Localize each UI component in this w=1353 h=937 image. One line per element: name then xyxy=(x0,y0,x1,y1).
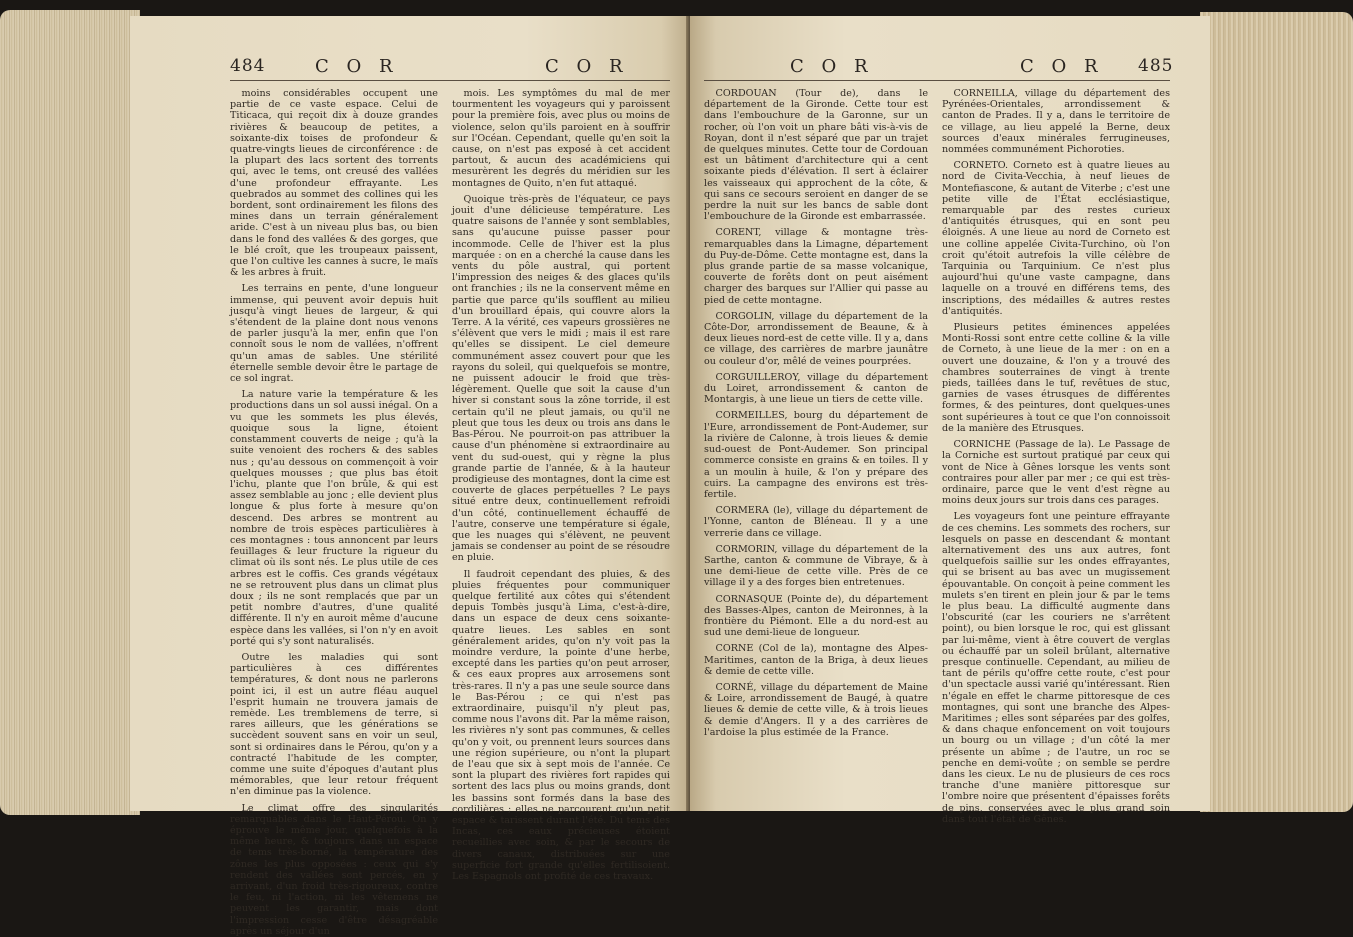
left-page-column-1 xyxy=(230,88,438,937)
left-page-column-2 xyxy=(452,88,670,883)
running-head-left-1: C O R xyxy=(315,56,399,77)
right-page xyxy=(690,16,1210,825)
running-head-right-2: C O R xyxy=(1020,56,1104,77)
paragraph: Les terrains en pente, d'une longueur immense, qui peuvent avoir depuis huit jusqu'à vingt lieues de largeur, & qui s'étendent de la plaine dont nous venons de parler jusqu'à la mer, enfin que l'on connoît sous le nom de vallées, n'offrent qu'un amas de sables. Une stérilité éternelle semble devoir être le partage de ce sol ingrat. xyxy=(230,283,438,385)
left-page xyxy=(130,16,695,937)
entry: CORNASQUE (Pointe de), du département des Basses-Alpes, canton de Meironnes, à la frontière du Piémont. Elle a du nord-est au sud une demi-lieue de longueur. xyxy=(704,593,928,639)
entry: CORNEILLA, village du département des Pyrénées-Orientales, arrondissement & canton de Prades. Il y a, dans le territoire de ce village, au lieu appelé la Berne, deux sources d'eaux minérales ferrugineuses, nommées communément Pichoroties. xyxy=(942,88,1170,156)
left-page-edges xyxy=(0,10,140,815)
right-page-column-1 xyxy=(704,88,928,788)
paragraph: Quoique très-près de l'équateur, ce pays jouit d'une délicieuse température. Les quatre saisons de l'année y sont semblables, sans qu'aucune puisse passer pour incommode. Celle de l'hiver est la plus marquée : on en a cherché la cause dans les vents du pôle austral, qui portent l'impression des neiges & des glaces qu'ils ont franchies ; ils ne la conservent même en partie que parce qu'ils soufflent au milieu d'un brouillard épais, qui couvre alors la Terre. A la vérité, ces vapeurs grossières ne s'élèvent que vers le midi ; mais il est rare qu'elles se dissipent. Le ciel demeure communément assez couvert pour que les rayons du soleil, qui quelquefois se montre, ne puissent adoucir le froid que très-légèrement. Quelle que soit la cause d'un hiver si constant sous la zône torride, il est certain qu'il ne pleut jamais, ou qu'il ne pleut que tous les deux ou trois ans dans le Bas-Pérou. Ne pourroit-on pas attribuer la cause d'un phénomène si extraordinaire au vent du sud-ouest, qui y règne la plus grande partie de l'année, & à la hauteur prodigieuse des montagnes, dont la cime est couverte de glaces perpétuelles ? Le pays situé entre deux, continuellement refroidi d'un côté, continuellement échauffé de l'autre, conserve une température si égale, que les nuages qui s'élèvent, ne peuvent jamais se condenser au point de se résoudre en pluie. xyxy=(452,193,670,564)
entry: CORGUILLEROY, village du département du Loiret, arrondissement & canton de Montargis, à une lieue un tiers de cette ville. xyxy=(704,371,928,406)
paragraph: Les voyageurs font une peinture effrayante de ces chemins. Les sommets des rochers, sur lesquels on passe en descendant & montant alternativement des uns aux autres, font quelquefois saillie sur les ondes effrayantes, qui se brisent au bas avec un mugissement épouvantable. On conçoit à peine comment les mulets s'en tirent en plein jour & par le tems le plus beau. La difficulté augmente dans l'obscurité (car les couriers ne s'arrêtent point), ou bien lorsque le roc, qui est glissant par lui-même, vient à être couvert de verglas ou échauffé par un soleil brûlant, alternative presque continuelle. Cependant, au milieu de tant de périls qu'offre cette route, c'est pour d'un spectacle aussi varié qu'intéressant. Rien n'égale en effet le charme pittoresque de ces montagnes, qui sont une branche des Alpes-Maritimes ; elles sont séparées par des golfes, & dans chaque enfoncement on voit toujours un bourg ou un village ; d'un côté la mer présente un abîme ; de l'autre, un roc se penche en demi-voûte ; on semble se perdre dans les cieux. Le nu de plusieurs de ces rocs tranche d'une manière pittoresque sur l'ombre noire que présentent d'épaisses forêts de pins, conservées avec le plus grand soin dans tout l'état de Gênes. xyxy=(942,511,1170,825)
running-head-left-2: C O R xyxy=(545,56,629,77)
paragraph: moins considérables occupent une partie de ce vaste espace. Celui de Titicaca, qui reçoit dix à douze grandes rivières & beaucoup de petites, a soixante-dix toises de profondeur & quatre-vingts lieues de circonférence : de la plupart des lacs sortent des torrents qui, avec le tems, ont creusé des vallées d'une profondeur effrayante. Les quebrados au sommet des collines qui les bordent, sont ordinairement les filons des mines dans un terrain généralement aride. C'est à un niveau plus bas, ou bien dans le fond des vallées & des gorges, que le blé croît, que les troupeaux paissent, que l'on cultive les cannes à sucre, le maïs & les arbres à fruit. xyxy=(230,88,438,279)
entry: CORNE (Col de la), montagne des Alpes-Maritimes, canton de la Briga, à deux lieues & demie de cette ville. xyxy=(704,643,928,677)
entry: CORNETO. Corneto est à quatre lieues au nord de Civita-Vecchia, à neuf lieues de Montefiascone, & autant de Viterbe ; c'est une petite ville de l'État ecclésiastique, remarquable par des restes curieux d'antiquités étrusques, qui en sont peu éloignés. A une lieue au nord de Corneto est une colline appelée Civita-Turchino, où l'on croit qu'étoit autrefois la ville célèbre de Tarquinia ou Tarquinium. Ce n'est plus aujourd'hui qu'une vaste campagne, dans laquelle on a trouvé en différens tems, des inscriptions, des médailles & autres restes d'antiquités. xyxy=(942,160,1170,317)
entry: CORMORIN, village du département de la Sarthe, canton & commune de Vibraye, & à une demi-lieue de cette ville. Près de ce village il y a des forges bien entretenues. xyxy=(704,543,928,589)
header-rule-left xyxy=(230,80,670,81)
paragraph: Il faudroit cependant des pluies, & des pluies fréquentes pour communiquer quelque fertilité aux côtes qui s'étendent depuis Tombès jusqu'à Lima, c'est-à-dire, dans un espace de deux cens soixante-quatre lieues. Les sables en sont généralement arides, qu'on n'y voit pas la moindre verdure, la pointe d'une herbe, excepté dans les parties qu'on peut arroser, & ces eaux propres aux arrosemens sont très-rares. Il n'y a pas une seule source dans le Bas-Pérou ; ce qui n'est pas extraordinaire, puisqu'il n'y pleut pas, comme nous l'avons dit. Par la même raison, les rivières n'y sont pas communes, & celles qu'on y voit, ou prennent leurs sources dans une région supérieure, ou n'ont la plupart de l'eau que six à sept mois de l'année. Ce sont la plupart des rivières fort rapides qui sortent des lacs plus ou moins grands, dont les bassins sont formés dans la base des cordilières ; elles ne parcourent qu'un petit espace & tarissent durant l'été. Du tems des Incas, ces eaux précieuses étoient recueillies avec soin, & par le secours de divers canaux, distribuées sur une superficie fort grande qu'elles fertilisoient. Les Espagnols ont profité de ces travaux. xyxy=(452,568,670,883)
right-page-column-2 xyxy=(942,88,1170,825)
page-number-right: 485 xyxy=(1138,56,1174,76)
page-number-left: 484 xyxy=(230,56,266,76)
entry: CORMERA (le), village du département de l'Yonne, canton de Bléneau. Il y a une verrerie dans ce village. xyxy=(704,505,928,539)
running-head-right-1: C O R xyxy=(790,56,874,77)
paragraph: Plusieurs petites éminences appelées Monti-Rossi sont entre cette colline & la ville de Corneto, à une lieue de la mer : on en a ouvert une douzaine, & l'on y a trouvé des chambres souterraines de vingt à trente pieds, taillées dans le tuf, revêtues de stuc, garnies de vases étrusques de différentes formes, & des peintures, dont quelques-unes sont supérieures à tout ce que l'on connoissoit de la manière des Etrusques. xyxy=(942,322,1170,434)
entry: CORENT, village & montagne très-remarquables dans la Limagne, département du Puy-de-Dôme. Cette montagne est, dans la plus grande partie de sa masse volcanique, couverte de forêts dont on peut aisément charger des barques sur l'Allier qui passe au pied de cette montagne. xyxy=(704,227,928,306)
entry: CORNÉ, village du département de Maine & Loire, arrondissement de Baugé, à quatre lieues & demie de cette ville, & à trois lieues & demie d'Angers. Il y a des carrières de l'ardoise la plus estimée de la France. xyxy=(704,681,928,738)
entry: CORNICHE (Passage de la). Le Passage de la Corniche est surtout pratiqué par ceux qui vont de Nice à Gênes lorsque les vents sont contraires pour aller par mer ; ce qui est très-ordinaire, parce que le vent d'est règne au moins deux jours sur trois dans ces parages. xyxy=(942,439,1170,507)
paragraph: Outre les maladies qui sont particulières à ces différentes températures, & dont nous ne parlerons point ici, il est un autre fléau auquel l'esprit humain ne trouvera jamais de remède. Les tremblemens de terre, si rares ailleurs, que les générations se succèdent souvent sans en voir un seul, sont si ordinaires dans le Pérou, qu'on y a contracté l'habitude de les compter, comme une suite d'époques d'autant plus mémorables, que leur retour fréquent n'en diminue pas la violence. xyxy=(230,651,438,798)
right-page-edges xyxy=(1200,12,1353,812)
entry: CORMEILLES, bourg du département de l'Eure, arrondissement de Pont-Audemer, sur la rivière de Calonne, à trois lieues & demie sud-ouest de Pont-Audemer. Son principal commerce consiste en grains & en toiles. Il y a un moulin à huile, & l'on y prépare des cuirs. La campagne des environs est très-fertile. xyxy=(704,410,928,500)
paragraph: La nature varie la température & les productions dans un sol aussi inégal. On a vu que les sommets les plus élevés, quoique sous la ligne, étoient constamment couverts de neige ; qu'à la suite venoient des rochers & des sables nus ; qu'au dessous on commençoit à voir quelques mousses ; que plus bas étoit l'ichu, plante que l'on brûle, & qui est assez semblable au jonc ; elle devient plus longue & plus forte à mesure qu'on descend. Des arbres se montrent au nombre de trois espèces particulières à ces montagnes : tous annoncent par leurs feuillages & leur fructure la rigueur du climat où ils sont nés. Le plus utile de ces arbres est le coffis. Ces grands végétaux ne se retrouvent plus dans un climat plus doux ; ils ne sont remplacés que par un petit nombre d'autres, d'une qualité différente. Il n'y en auroit même d'aucune espèce dans les vallées, si l'on n'y en avoit porté qui s'y sont naturalisés. xyxy=(230,389,438,647)
paragraph: mois. Les symptômes du mal de mer tourmentent les voyageurs qui y paroissent pour la première fois, avec plus ou moins de violence, selon qu'ils paroient en à souffrir sur l'Océan. Cependant, quelle qu'en soit la cause, on n'est pas exposé à cet accident partout, & aucun des académiciens qui mesurèrent les degrés du méridien sur les montagnes de Quito, n'en fut attaqué. xyxy=(452,88,670,189)
header-rule-right xyxy=(704,80,1170,81)
entry: CORDOUAN (Tour de), dans le département de la Gironde. Cette tour est dans l'embouchure de la Garonne, sur un rocher, où l'on voit un phare bâti vis-à-vis de Royan, dont il n'est séparé que par un trajet de quelques minutes. Cette tour de Cordouan est un bâtiment d'architecture qui a cent soixante pieds d'élévation. Il sert à éclairer les vaisseaux qui approchent de la côte, & qui sans ce secours seroient en danger de se perdre la nuit sur les bancs de sable dont l'embouchure de la Gironde est embarrassée. xyxy=(704,88,928,223)
entry: CORGOLIN, village du département de la Côte-Dor, arrondissement de Beaune, & à deux lieues nord-est de cette ville. Il y a, dans ce village, des carrières de marbre jaunâtre ou couleur d'or, mêlé de veines pourprées. xyxy=(704,310,928,367)
paragraph: Le climat offre des singularités remarquables dans le Haut-Pérou. On y éprouve le même jour, quelquefois à la même heure, & toujours dans un espace de tems très-borné, la température des zônes les plus opposées : ceux qui s'y rendent des vallées sont percés, en y arrivant, d'un froid très-rigoureux, contre le feu, ni l'action, ni les vêtemens ne peuvent les garantir, mais dont l'impression cesse d'être désagréable après un séjour d'un xyxy=(230,802,438,937)
